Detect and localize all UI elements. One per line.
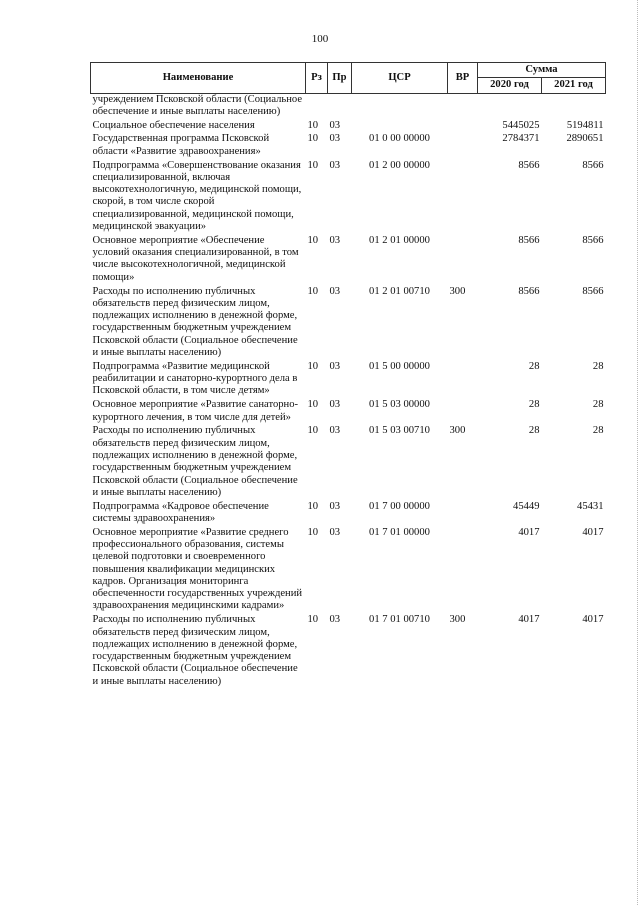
header-csr: ЦСР [352, 63, 448, 94]
row-pr: 03 [329, 500, 341, 512]
row-rz: 10 [307, 285, 319, 297]
row-sum-2020: 28 [528, 425, 540, 437]
row-sum-2020: 4017 [518, 614, 540, 626]
row-csr: 01 2 01 00710 [369, 285, 430, 297]
budget-table [90, 62, 606, 690]
row-rz: 10 [307, 360, 319, 372]
row-vr [448, 120, 478, 134]
row-name: Подпрограмма «Развитие медицинской реабилитации и санаторно-курортного дела в Псковской области, в том числе детям» [92, 360, 298, 397]
table-row [91, 425, 606, 500]
row-sum-2020: 4017 [518, 526, 540, 538]
row-name: Основное мероприятие «Обеспечение условий оказания специализированной, в том числе высокотехнологичной, медицинской помощи» [92, 234, 299, 283]
row-rz: 10 [307, 500, 319, 512]
row-name: Социальное обеспечение населения [92, 119, 255, 131]
row-sum-2021: 4017 [582, 526, 604, 538]
row-csr: 01 5 03 00710 [369, 425, 430, 437]
row-rz: 10 [307, 234, 319, 246]
row-rz: 10 [307, 614, 319, 626]
row-sum-2020: 45449 [513, 500, 540, 512]
table-row [91, 93, 606, 120]
row-sum-2021: 28 [592, 399, 604, 411]
table-row [91, 399, 606, 425]
table-row [91, 501, 606, 527]
row-name: Расходы по исполнению публичных обязательств перед физическим лицом, подлежащих исполнению в денежной форме, государственным бюджетным учреждением Псковской области (Социальное обеспечение и иные выплаты населению) [92, 425, 298, 498]
row-pr: 03 [329, 159, 341, 171]
row-pr: 03 [329, 526, 341, 538]
row-pr: 03 [329, 399, 341, 411]
row-sum-2020: 8566 [518, 285, 540, 297]
row-sum-2021: 28 [592, 360, 604, 372]
table-row [91, 527, 606, 615]
table-row [91, 235, 606, 286]
row-rz: 10 [307, 526, 319, 538]
table-row [91, 120, 606, 134]
table-row [91, 286, 606, 361]
table-header [91, 63, 606, 94]
row-pr: 03 [329, 360, 341, 372]
row-sum-2021: 5194811 [566, 119, 604, 131]
row-name: Основное мероприятие «Развитие санаторно-курортного лечения, в том числе для детей» [92, 399, 299, 423]
row-rz: 10 [307, 133, 319, 145]
row-vr [448, 527, 478, 615]
row-csr [352, 93, 448, 120]
header-sum: Сумма [478, 63, 606, 78]
row-sum-2021: 8566 [582, 234, 604, 246]
table-row [91, 614, 606, 689]
row-csr [352, 120, 448, 134]
row-rz: 10 [307, 119, 319, 131]
row-vr [448, 160, 478, 235]
row-sum-2020 [478, 93, 542, 120]
row-vr: 300 [449, 614, 466, 626]
row-vr [448, 361, 478, 399]
row-csr: 01 7 01 00710 [369, 614, 430, 626]
row-name: Расходы по исполнению публичных обязательств перед физическим лицом, подлежащих исполнению в денежной форме, государственным бюджетным учреждением Псковской области (Социальное обеспечение и иные выплаты населению) [92, 285, 298, 359]
row-csr: 01 2 01 00000 [369, 234, 430, 246]
header-year-2020: 2020 год [478, 78, 542, 93]
row-sum-2021: 8566 [582, 285, 604, 297]
row-pr: 03 [329, 614, 341, 626]
row-rz: 10 [307, 159, 319, 171]
row-vr [448, 235, 478, 286]
header-year-2021: 2021 год [542, 78, 606, 93]
row-name: Расходы по исполнению публичных обязательств перед физическим лицом, подлежащих исполнению в денежной форме, государственным бюджетным учреждением Псковской области (Социальное обеспечение и иные выплаты населению) [92, 614, 298, 687]
row-name: Основное мероприятие «Развитие среднего профессионального образования, системы целевой подготовки и своевременного повышения квалификации медицинских кадров. Организация мониторинга обеспеченности государственных учреждений здравоохранения медицинскими кадрами» [92, 526, 303, 612]
row-name: Подпрограмма «Совершенствование оказания специализированной, включая высокотехнологичную, медицинской помощи, скорой, в том числе скорой специализированной, медицинской помощи, медицинской эвакуации» [92, 159, 302, 233]
row-rz: 10 [307, 399, 319, 411]
row-sum-2020: 28 [528, 399, 540, 411]
table-row [91, 361, 606, 399]
row-name: Подпрограмма «Кадровое обеспечение системы здравоохранения» [92, 500, 269, 524]
budget-table-container [90, 62, 605, 690]
row-pr: 03 [329, 425, 341, 437]
header-name: Наименование [91, 63, 306, 94]
header-pr: Пр [328, 63, 352, 94]
row-vr [448, 93, 478, 120]
row-csr: 01 7 00 00000 [369, 500, 430, 512]
row-name: учреждением Псковской области (Социальное обеспечение и иные выплаты населению) [92, 93, 303, 117]
row-name: Государственная программа Псковской области «Развитие здравоохранения» [92, 133, 270, 157]
row-vr: 300 [449, 425, 466, 437]
table-row [91, 160, 606, 235]
table-row [91, 133, 606, 159]
row-vr [448, 501, 478, 527]
row-sum-2020: 28 [528, 360, 540, 372]
row-vr [448, 133, 478, 159]
row-rz [306, 93, 328, 120]
row-pr [328, 93, 352, 120]
row-csr: 01 5 03 00000 [369, 399, 430, 411]
row-pr: 03 [329, 119, 341, 131]
row-sum-2021: 45431 [577, 500, 604, 512]
row-pr: 03 [329, 133, 341, 145]
row-csr: 01 5 00 00000 [369, 360, 430, 372]
row-sum-2020: 8566 [518, 159, 540, 171]
header-rz: Рз [306, 63, 328, 94]
row-sum-2021 [542, 93, 606, 120]
page-edge [636, 0, 638, 905]
row-csr: 01 2 00 00000 [369, 159, 430, 171]
row-sum-2021: 28 [592, 425, 604, 437]
row-sum-2021: 8566 [582, 159, 604, 171]
row-sum-2021: 4017 [582, 614, 604, 626]
table-body [91, 93, 606, 689]
row-csr: 01 0 00 00000 [369, 133, 430, 145]
row-pr: 03 [329, 234, 341, 246]
row-sum-2021: 2890651 [566, 133, 604, 145]
row-rz: 10 [307, 425, 319, 437]
header-vr: ВР [448, 63, 478, 94]
row-csr: 01 7 01 00000 [369, 526, 430, 538]
row-pr: 03 [329, 285, 341, 297]
row-sum-2020: 2784371 [502, 133, 540, 145]
row-sum-2020: 8566 [518, 234, 540, 246]
row-vr: 300 [449, 285, 466, 297]
page-number: 100 [311, 33, 329, 45]
row-sum-2020: 5445025 [502, 119, 540, 131]
row-vr [448, 399, 478, 425]
